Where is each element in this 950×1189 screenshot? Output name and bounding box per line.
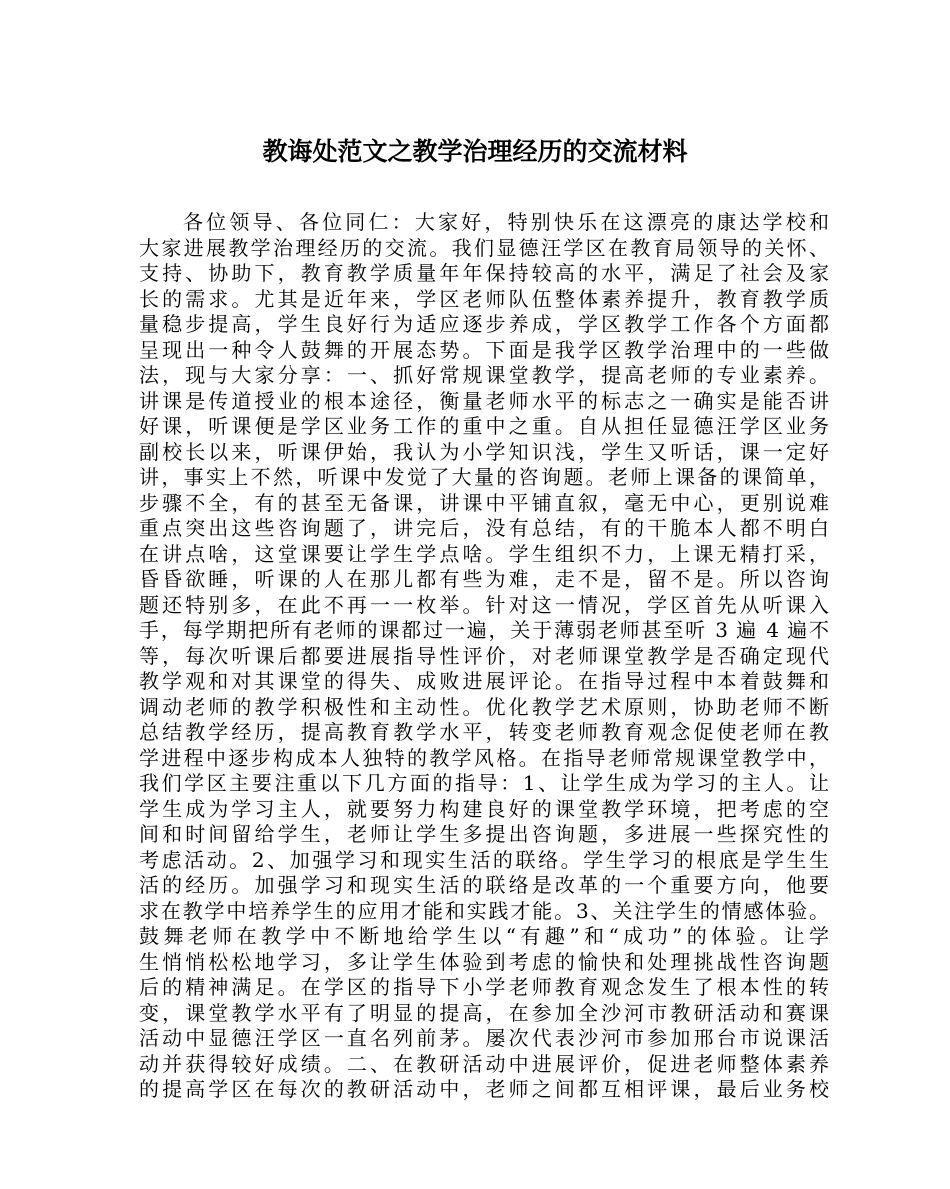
body-text-line: 考虑活动。2、加强学习和现实生活的联络。学生学习的根底是学生生	[139, 847, 829, 872]
document-body	[139, 210, 829, 1103]
body-text-line: 学进程中逐步构成本人独特的教学风格。在指导老师常规课堂教学中，	[139, 745, 829, 770]
body-text-line: 动并获得较好成绩。二、在教研活动中进展评价，促进老师整体素养	[139, 1051, 829, 1076]
body-text-line: 我们学区主要注重以下几方面的指导：1、让学生成为学习的主人。让	[139, 771, 829, 795]
body-text-line: 在讲点啥，这堂课要让学生学点啥。学生组织不力，上课无精打采，	[139, 541, 829, 566]
body-text-line: 总结教学经历，提高教育教学水平，转变老师教育观念促使老师在教	[139, 720, 829, 744]
body-text-line: 生悄悄松松地学习，多让学生体验到考虑的愉快和处理挑战性咨询题	[139, 949, 829, 974]
body-text-line: 鼓舞老师在教学中不断地给学生以“有趣”和“成功”的体验。让学	[139, 924, 829, 948]
body-text-line: 讲课是传道授业的根本途径，衡量老师水平的标志之一确实是能否讲	[139, 388, 829, 413]
body-text-line: 后的精神满足。在学区的指导下小学老师教育观念发生了根本性的转	[139, 975, 829, 999]
body-text-line: 教学观和对其课堂的得失、成败进展评论。在指导过程中本着鼓舞和	[139, 669, 829, 693]
body-text-line: 步骤不全，有的甚至无备课，讲课中平铺直叙，毫无中心，更别说难	[139, 490, 829, 515]
body-text-line: 求在教学中培养学生的应用才能和实践才能。3、关注学生的情感体验。	[139, 898, 829, 923]
body-text-line: 长的需求。尤其是近年来，学区老师队伍整体素养提升，教育教学质	[139, 286, 829, 311]
body-text-line: 调动老师的教学积极性和主动性。优化教学艺术原则，协助老师不断	[139, 694, 829, 719]
body-text-line: 活的经历。加强学习和现实生活的联络是改革的一个重要方向，他要	[139, 873, 829, 897]
body-text-line: 重点突出这些咨询题了，讲完后，没有总结，有的干脆本人都不明白	[139, 516, 829, 540]
body-text-line: 等，每次听课后都要进展指导性评价，对老师课堂教学是否确定现代	[139, 643, 829, 668]
body-text-line: 呈现出一种令人鼓舞的开展态势。下面是我学区教学治理中的一些做	[139, 337, 829, 362]
body-text-line: 题还特别多，在此不再一一枚举。针对这一情况，学区首先从听课入	[139, 592, 829, 617]
body-text-line: 变，课堂教学水平有了明显的提高，在参加全沙河市教研活动和赛课	[139, 1000, 829, 1025]
body-text-line: 昏昏欲睡，听课的人在那儿都有些为难，走不是，留不是。所以咨询	[139, 567, 829, 591]
body-text-line: 各位领导、各位同仁：大家好，特别快乐在这漂亮的康达学校和	[183, 210, 829, 234]
body-text-line: 大家进展教学治理经历的交流。我们显德汪学区在教育局领导的关怀、	[139, 235, 829, 260]
body-text-line: 支持、协助下，教育教学质量年年保持较高的水平，满足了社会及家	[139, 261, 829, 285]
body-text-line: 讲，事实上不然，听课中发觉了大量的咨询题。老师上课备的课简单，	[139, 465, 829, 489]
body-text-line: 量稳步提高，学生良好行为适应逐步养成，学区教学工作各个方面都	[139, 312, 829, 336]
body-text-line: 的提高学区在每次的教研活动中，老师之间都互相评课，最后业务校	[139, 1077, 829, 1101]
body-text-line: 学生成为学习主人，就要努力构建良好的课堂教学环境，把考虑的空	[139, 796, 829, 821]
body-text-line: 副校长以来，听课伊始，我认为小学知识浅，学生又听话，课一定好	[139, 439, 829, 464]
body-text-line: 间和时间留给学生，老师让学生多提出咨询题，多进展一些探究性的	[139, 822, 829, 846]
body-text-line: 活动中显德汪学区一直名列前茅。屡次代表沙河市参加邢台市说课活	[139, 1026, 829, 1050]
body-text-line: 法，现与大家分享：一、抓好常规课堂教学，提高老师的专业素养。	[139, 363, 829, 387]
body-text-line: 好课，听课便是学区业务工作的重中之重。自从担任显德汪学区业务	[139, 414, 829, 438]
document-title: 教诲处范文之教学治理经历的交流材料	[262, 137, 688, 166]
body-text-line: 手，每学期把所有老师的课都过一遍，关于薄弱老师甚至听 3 遍 4 遍不	[139, 618, 829, 642]
